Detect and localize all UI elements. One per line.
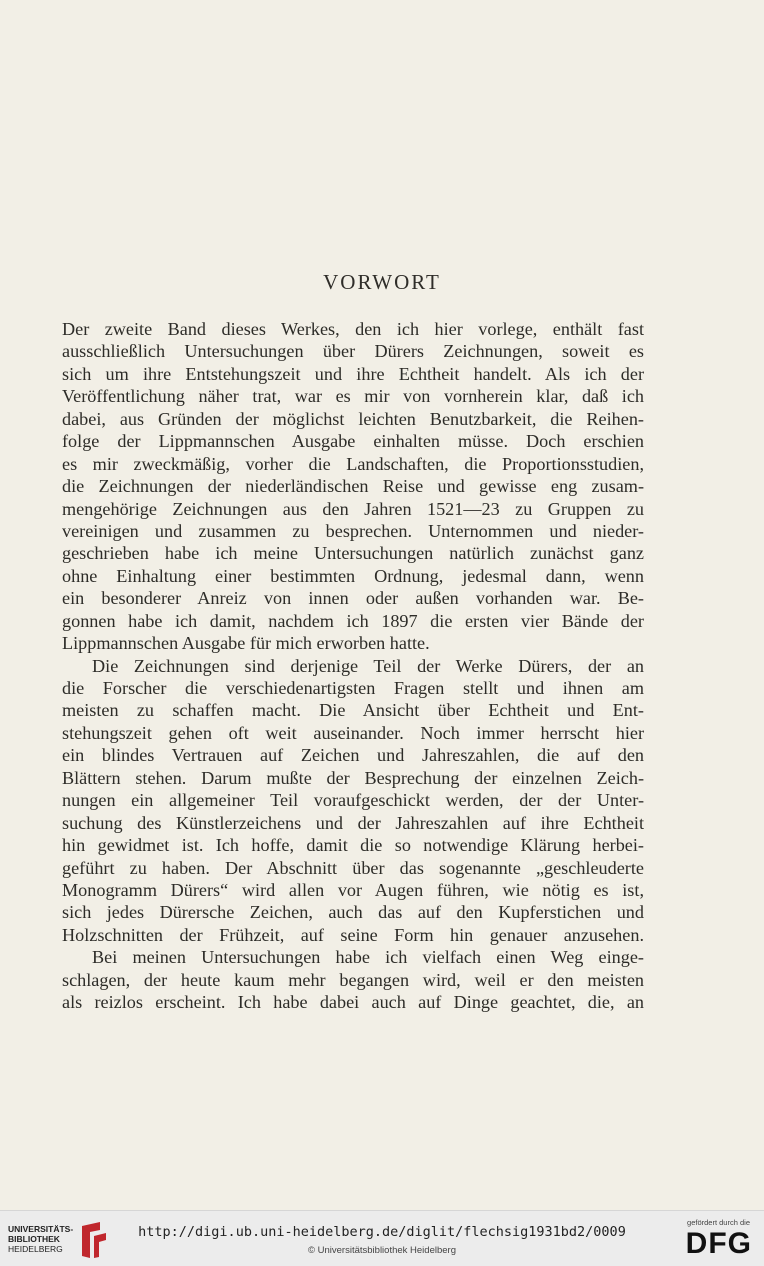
- dfg-logo[interactable]: DFG: [685, 1227, 752, 1260]
- text-line: geschrieben habe ich meine Untersuchungen natürlich zunächst ganz: [62, 543, 644, 564]
- text-line: folge der Lippmannschen Ausgabe einhalten müsse. Doch erschien: [62, 431, 644, 452]
- text-line: sich jedes Dürersche Zeichen, auch das auf den Kupferstichen und: [62, 902, 644, 923]
- text-line: die Zeichnungen der niederländischen Reise und gewisse eng zusam-: [62, 476, 644, 497]
- text-line: Veröffentlichung näher trat, war es mir von vornherein klar, daß ich: [62, 386, 644, 407]
- text-line: sich um ihre Entstehungszeit und ihre Echtheit handelt. Als ich der: [62, 363, 644, 384]
- text-line: vereinigen und zusammen zu besprechen. Unternommen und nieder-: [62, 520, 644, 541]
- permalink-url[interactable]: http://digi.ub.uni-heidelberg.de/diglit/flechsig1931bd2/0009: [138, 1224, 626, 1240]
- text-line: ausschließlich Untersuchungen über Dürers Zeichnungen, soweit es: [62, 341, 644, 362]
- funding-note: gefördert durch die: [687, 1218, 750, 1227]
- text-line: ein besonderer Anreiz von innen oder außen vorhanden war. Be-: [62, 588, 644, 609]
- library-name-line: HEIDELBERG: [8, 1244, 63, 1254]
- text-line: gonnen habe ich damit, nachdem ich 1897 die ersten vier Bände der: [62, 610, 644, 631]
- text-line: Lippmannschen Ausgabe für mich erworben hatte.: [62, 633, 430, 654]
- library-name-line: UNIVERSITÄTS-: [8, 1224, 74, 1234]
- text-line: Monogramm Dürers“ wird allen vor Augen führen, wie nötig es ist,: [62, 879, 644, 900]
- text-line: Blättern stehen. Darum mußte der Besprechung der einzelnen Zeich-: [62, 767, 644, 788]
- text-line: als reizlos erscheint. Ich habe dabei auch auf Dinge geachtet, die, an: [62, 992, 644, 1013]
- text-line: Der zweite Band dieses Werkes, den ich hier vorlege, enthält fast: [62, 319, 644, 339]
- text-line: Bei meinen Untersuchungen habe ich vielfach einen Weg einge-: [92, 947, 644, 968]
- body-text: [62, 318, 644, 1014]
- text-line: mengehörige Zeichnungen aus den Jahren 1521—23 zu Gruppen zu: [62, 498, 644, 519]
- viewer-footer: [0, 1210, 764, 1266]
- text-line: dabei, aus Gründen der möglichst leichten Benutzbarkeit, die Reihen-: [62, 408, 644, 429]
- text-line: die Forscher die verschiedenartigsten Fragen stellt und ihnen am: [62, 678, 644, 698]
- text-line: geführt zu haben. Der Abschnitt über das sogenannte „geschleuderte: [62, 857, 644, 878]
- page-title: VORWORT: [323, 270, 441, 294]
- text-line: ohne Einhaltung einer bestimmten Ordnung, jedesmal dann, wenn: [62, 565, 644, 586]
- copyright-notice: © Universitätsbibliothek Heidelberg: [308, 1245, 456, 1256]
- text-line: nungen ein allgemeiner Teil voraufgeschickt werden, der der Unter-: [62, 790, 644, 811]
- text-line: Die Zeichnungen sind derjenige Teil der Werke Dürers, der an: [92, 655, 644, 676]
- text-line: meisten zu schaffen macht. Die Ansicht über Echtheit und Ent-: [62, 700, 644, 721]
- text-line: schlagen, der heute kaum mehr begangen wird, weil er den meisten: [62, 969, 644, 990]
- text-line: es mir zweckmäßig, vorher die Landschaften, die Proportionsstudien,: [62, 453, 644, 474]
- text-line: hin gewidmet ist. Ich hoffe, damit die so notwendige Klärung herbei-: [62, 835, 644, 856]
- text-line: suchung des Künstlerzeichens und der Jahreszahlen auf ihre Echtheit: [62, 812, 644, 833]
- text-line: stehungszeit gehen oft weit auseinander. Noch immer herrscht hier: [62, 722, 644, 743]
- text-line: Holzschnitten der Frühzeit, auf seine Form hin genauer anzusehen.: [62, 924, 644, 945]
- library-name-line: BIBLIOTHEK: [8, 1234, 60, 1244]
- text-line: ein blindes Vertrauen auf Zeichen und Jahreszahlen, die auf den: [62, 745, 644, 766]
